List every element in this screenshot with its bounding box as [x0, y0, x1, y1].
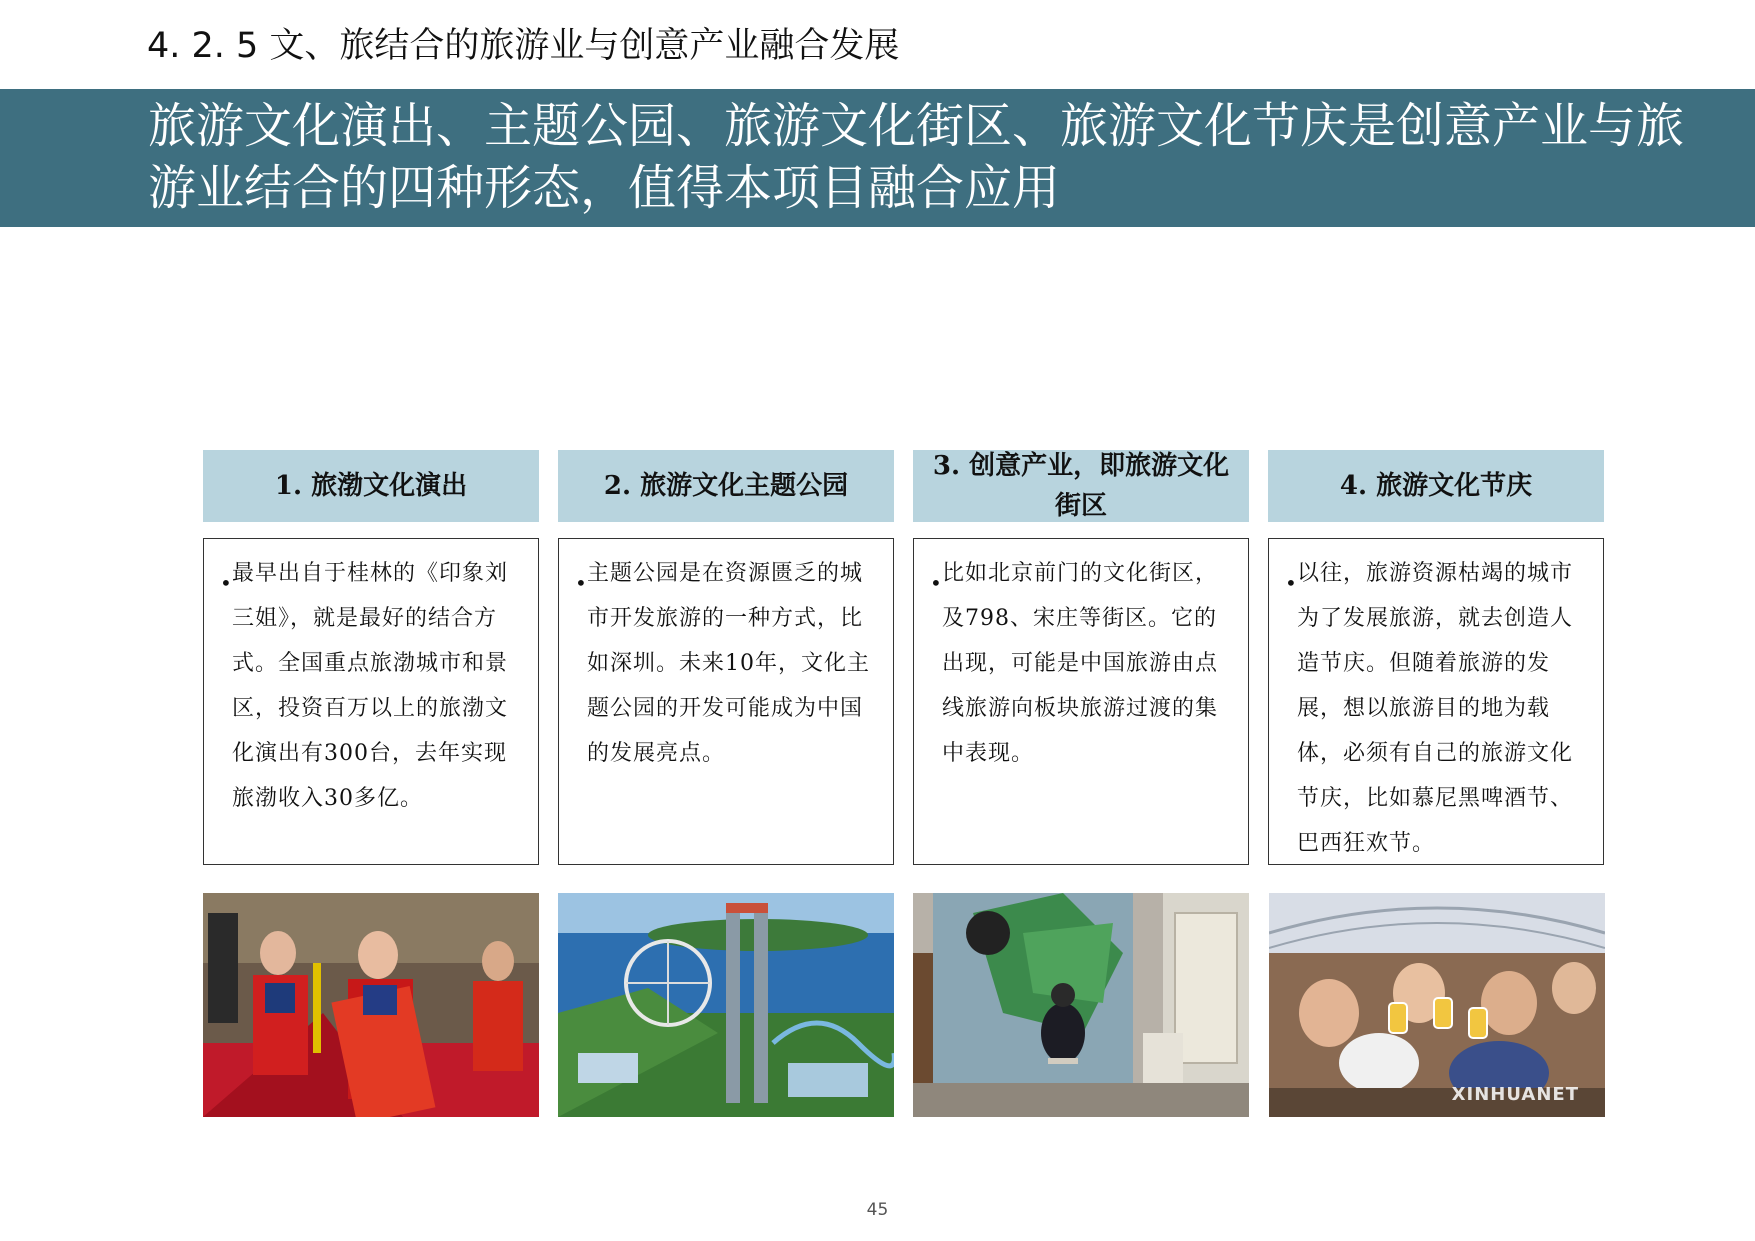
title-banner [0, 89, 1755, 227]
banner-title: 旅游文化演出、主题公园、旅游文化街区、旅游文化节庆是创意产业与旅游业结合的四种形态，值得本项目融合应用 [148, 98, 1685, 216]
column-header-festival: 4. 旅游文化节庆 [1268, 450, 1604, 522]
page-number: 45 [866, 1200, 889, 1220]
column-text-performance [203, 538, 539, 865]
performance-photo [203, 893, 539, 1117]
bullet: • [575, 571, 588, 595]
column-body: 主题公园是在资源匮乏的城市开发旅游的一种方式，比如深圳。未来10年，文化主题公园的开发可能成为中国的发展亮点。 [587, 561, 870, 766]
art-studio-photo [913, 893, 1249, 1117]
theme-park-photo [558, 893, 894, 1117]
column-body: 比如北京前门的文化街区，及798、宋庄等街区。它的出现，可能是中国旅游由点线旅游向板块旅游过渡的集中表现。 [942, 561, 1219, 766]
column-text-culture-district [913, 538, 1249, 865]
column-body: 以往，旅游资源枯竭的城市为了发展旅游，就去创造人造节庆。但随着旅游的发展，想以旅游目的地为载体，必须有自己的旅游文化节庆，比如慕尼黑啤酒节、巴西狂欢节。 [1297, 561, 1574, 856]
section-heading: 4. 2. 5 文、旅结合的旅游业与创意产业融合发展 [147, 26, 900, 66]
column-body: 最早出自于桂林的《印象刘三姐》，就是最好的结合方式。全国重点旅渤城市和景区，投资百万以上的旅渤文化演出有300台，去年实现旅渤收入30多亿。 [232, 561, 509, 811]
column-text-festival [1268, 538, 1604, 865]
column-header-culture-district: 3. 创意产业，即旅游文化街区 [913, 450, 1249, 522]
photo-watermark: XINHUANET [1451, 1084, 1579, 1105]
bullet: • [1285, 571, 1298, 595]
column-header-performance: 1. 旅渤文化演出 [203, 450, 539, 522]
bullet: • [220, 571, 233, 595]
bullet: • [930, 571, 943, 595]
column-text-theme-park [558, 538, 894, 865]
beer-festival-photo [1269, 893, 1605, 1117]
column-header-theme-park: 2. 旅游文化主题公园 [558, 450, 894, 522]
